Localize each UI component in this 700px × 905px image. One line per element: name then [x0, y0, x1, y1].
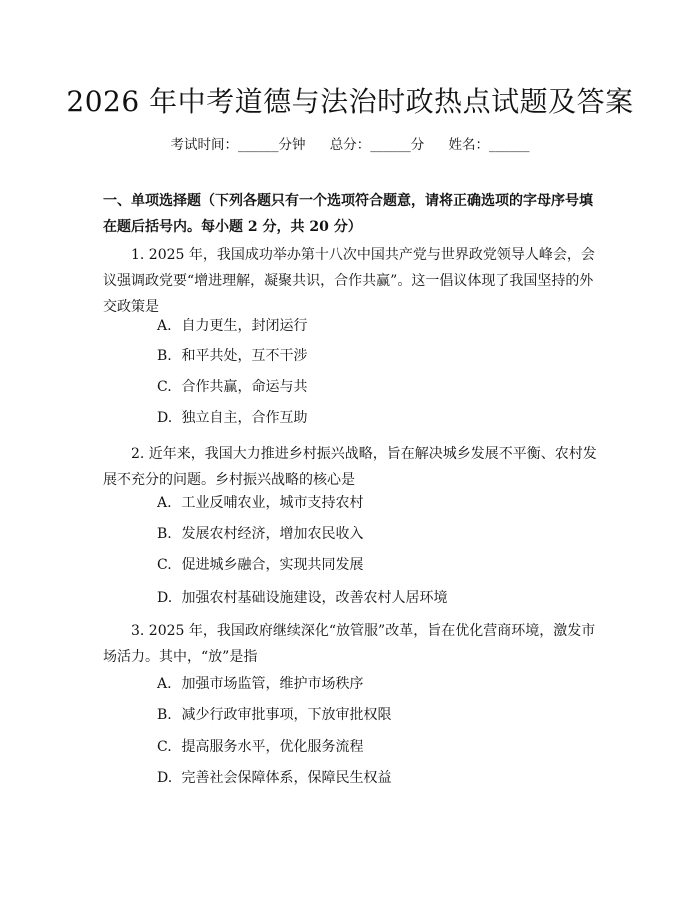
- total-score-field: 总分：______分: [329, 137, 425, 153]
- option-letter: B.: [157, 707, 172, 723]
- option-text: 独立自主，合作互助: [181, 410, 308, 426]
- option-text: 提高服务水平，优化服务流程: [181, 739, 364, 755]
- question-2-option-c: [157, 555, 363, 575]
- option-text: 工业反哺农业，城市支持农村: [181, 495, 364, 511]
- question-2-option-b: [157, 524, 363, 544]
- question-3-option-d: [157, 768, 391, 788]
- exam-time-field: 考试时间：______分钟: [170, 137, 306, 153]
- option-letter: A.: [157, 495, 172, 511]
- option-letter: C.: [157, 739, 172, 755]
- question-1-option-b: [157, 346, 307, 366]
- question-1-option-c: [157, 377, 307, 397]
- option-letter: B.: [157, 526, 172, 542]
- question-3-option-c: [157, 737, 363, 757]
- question-2-option-d: [157, 588, 447, 608]
- option-text: 完善社会保障体系，保障民生权益: [181, 770, 392, 786]
- name-field: 姓名：______: [448, 137, 530, 153]
- question-1-option-a: [157, 316, 307, 336]
- question-2-stem: 2. 近年来，我国大力推进乡村振兴战略，旨在解决城乡发展不平衡、农村发展不充分的问题。乡村振兴战略的核心是: [103, 446, 597, 488]
- option-text: 加强农村基础设施建设，改善农村人居环境: [181, 590, 448, 606]
- option-letter: A.: [157, 318, 172, 334]
- option-letter: B.: [157, 348, 172, 364]
- question-3-stem: 3. 2025 年，我国政府继续深化“放管服”改革，旨在优化营商环境，激发市场活力。其中，“放”是指: [103, 623, 596, 665]
- option-letter: C.: [157, 557, 172, 573]
- option-letter: D.: [157, 410, 173, 426]
- exam-info-row: [0, 133, 700, 153]
- option-text: 自力更生，封闭运行: [181, 318, 308, 334]
- section-heading: 一、单项选择题（下列各题只有一个选项符合题意，请将正确选项的字母序号填在题后括号内。每小题 2 分，共 20 分）: [103, 193, 593, 235]
- option-letter: D.: [157, 770, 173, 786]
- page-title: 2026 年中考道德与法治时政热点试题及答案: [66, 85, 634, 118]
- question-1-stem: 1. 2025 年，我国成功举办第十八次中国共产党与世界政党领导人峰会，会议强调政党要“增进理解，凝聚共识，合作共赢”。这一倡议体现了我国坚持的外交政策是: [103, 247, 595, 315]
- option-text: 促进城乡融合，实现共同发展: [181, 557, 364, 573]
- option-text: 加强市场监管，维护市场秩序: [181, 676, 364, 692]
- option-letter: C.: [157, 379, 172, 395]
- option-text: 和平共处，互不干涉: [181, 348, 308, 364]
- option-letter: D.: [157, 590, 173, 606]
- question-2-option-a: [157, 493, 363, 513]
- option-text: 发展农村经济，增加农民收入: [181, 526, 364, 542]
- option-letter: A.: [157, 676, 172, 692]
- question-3-option-b: [157, 705, 391, 725]
- question-3-option-a: [157, 674, 363, 694]
- question-1-option-d: [157, 408, 307, 428]
- option-text: 合作共赢，命运与共: [181, 379, 308, 395]
- option-text: 减少行政审批事项，下放审批权限: [181, 707, 392, 723]
